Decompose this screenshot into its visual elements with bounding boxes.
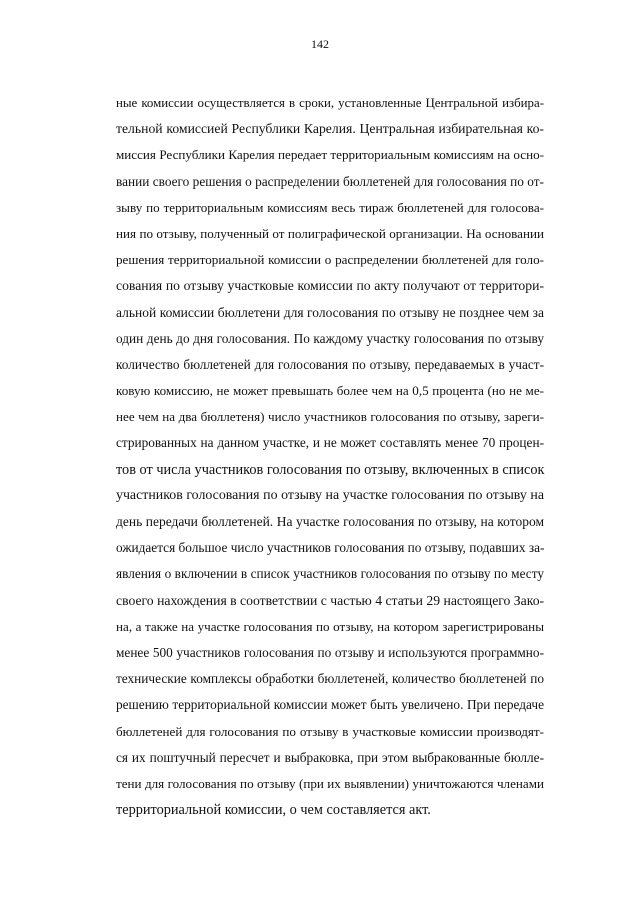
text-line: территориальной комиссии, о чем составляется акт. bbox=[116, 802, 431, 819]
text-line: один день до дня голосования. По каждому участку голосования по отзыву bbox=[116, 330, 544, 346]
text-line: нее чем на два бюллетеня) число участников голосования по отзыву, зареги- bbox=[116, 409, 544, 425]
text-line: миссия Республики Карелия передает территориальным комиссиям на осно- bbox=[116, 147, 544, 163]
text-line: решению территориальной комиссии может быть увеличено. При передаче bbox=[116, 697, 544, 713]
text-line: тов от числа участников голосования по отзыву, включенных в список bbox=[116, 461, 545, 478]
text-line: ния по отзыву, полученный от полиграфической организации. На основании bbox=[116, 225, 544, 241]
text-line: бюллетеней для голосования по отзыву в участковые комиссии производят- bbox=[116, 723, 544, 739]
text-line: стрированных на данном участке, и не может составлять менее 70 процен- bbox=[116, 435, 544, 451]
text-line: менее 500 участников голосования по отзыву и используются программно- bbox=[116, 644, 544, 660]
text-line: решения территориальной комиссии о распределении бюллетеней для голо- bbox=[116, 252, 544, 268]
text-line: тени для голосования по отзыву (при их выявлении) уничтожаются членами bbox=[116, 775, 544, 791]
text-line: альной комиссии бюллетени для голосования по отзыву не позднее чем за bbox=[116, 304, 544, 320]
text-line: на, а также на участке голосования по отзыву, на котором зарегистрированы bbox=[116, 618, 544, 634]
text-line: ся их поштучный пересчет и выбраковка, при этом выбракованные бюлле- bbox=[116, 749, 544, 765]
text-line: тельной комиссией Республики Карелия. Центральная избирательная ко- bbox=[116, 121, 544, 137]
page-number: 142 bbox=[311, 37, 329, 51]
text-line: явления о включении в список участников голосования по отзыву по месту bbox=[116, 566, 544, 582]
text-line: участников голосования по отзыву на участке голосования по отзыву на bbox=[116, 487, 544, 503]
text-line: день передачи бюллетеней. На участке голосования по отзыву, на котором bbox=[116, 514, 544, 529]
text-line: ковую комиссию, не может превышать более чем на 0,5 процента (но не ме- bbox=[116, 383, 544, 399]
text-line: ожидается большое число участников голосования по отзыву, подавших за- bbox=[116, 540, 545, 556]
text-line: сования по отзыву участковые комиссии по акту получают от территори- bbox=[116, 278, 544, 294]
text-line: ные комиссии осуществляется в сроки, установленные Центральной избира- bbox=[116, 96, 544, 110]
body-paragraph bbox=[116, 90, 544, 823]
text-line: количество бюллетеней для голосования по отзыву, передаваемых в участ- bbox=[116, 356, 544, 372]
text-line: своего нахождения в соответствии с частью 4 статьи 29 настоящего Зако- bbox=[116, 592, 545, 608]
text-line: вании своего решения о распределении бюллетеней для голосования по от- bbox=[116, 173, 544, 189]
text-line: зыву по территориальным комиссиям весь тираж бюллетеней для голосова- bbox=[116, 199, 544, 215]
text-line: технические комплексы обработки бюллетеней, количество бюллетеней по bbox=[116, 671, 544, 687]
